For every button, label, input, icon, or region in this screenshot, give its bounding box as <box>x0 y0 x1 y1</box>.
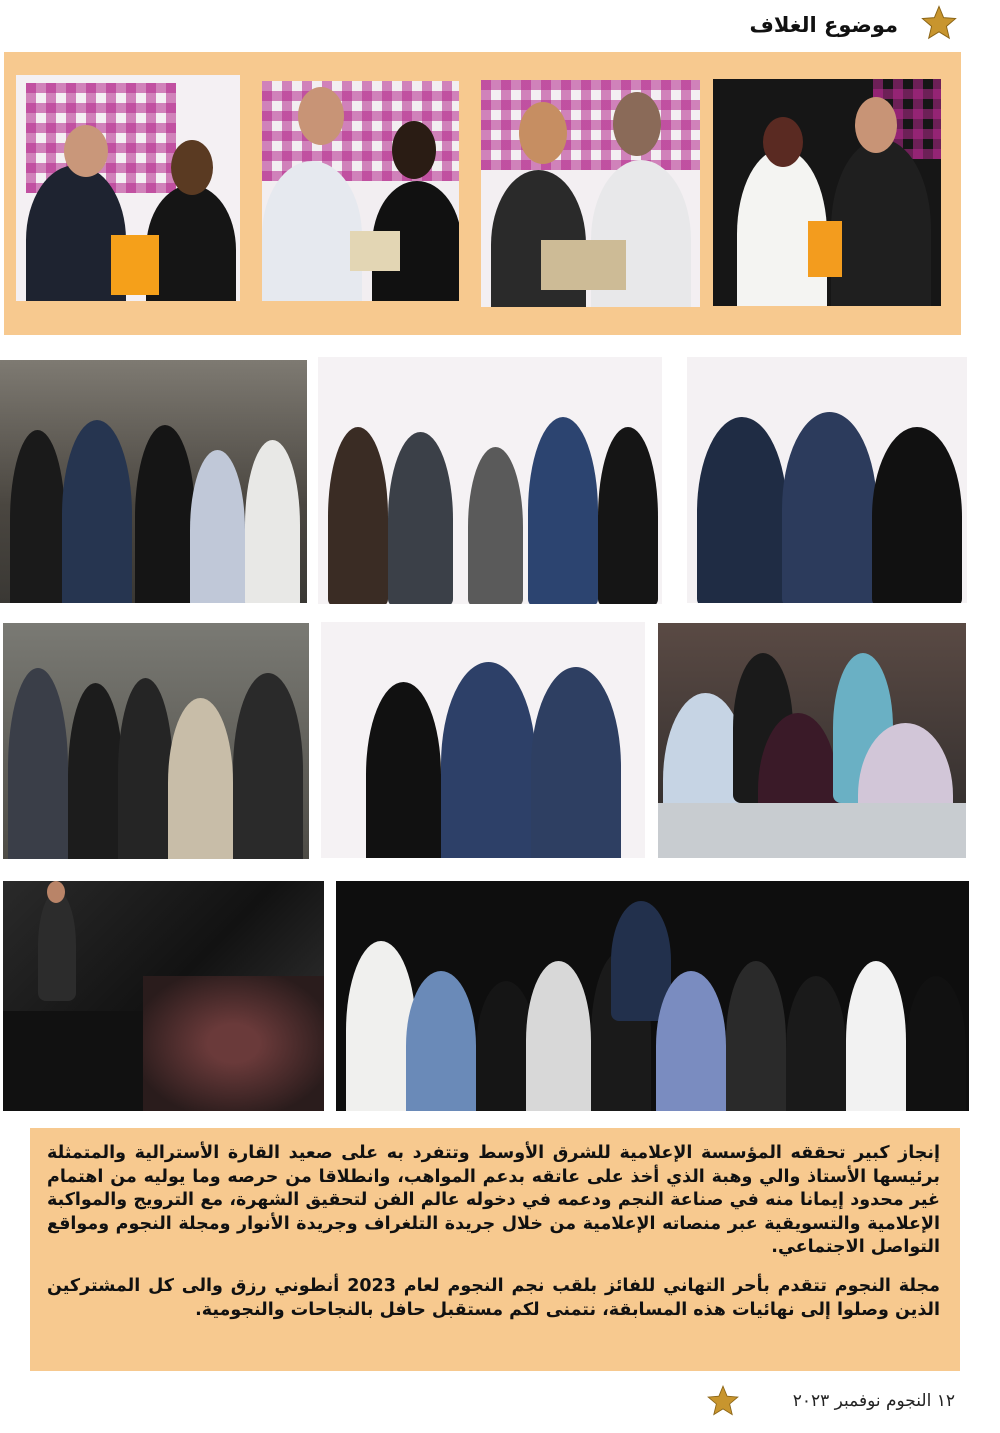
photo-award-3 <box>481 80 700 307</box>
photo-group-6 <box>658 623 966 858</box>
photo-theatre <box>3 881 324 1111</box>
photo-group-2 <box>318 357 662 604</box>
star-icon <box>706 1384 740 1418</box>
photo-award-2 <box>262 81 459 301</box>
article-paragraph-2: مجلة النجوم تتقدم بأحر التهاني للفائز بلقب نجم النجوم لعام 2023 أنطوني رزق والى كل المشتركين الذين وصلوا إلى نهائيات هذه المسابقة، نتمنى لكم مستقبل حافل بالنجاحات والنجومية. <box>47 1276 940 1320</box>
photo-group-3 <box>687 357 967 603</box>
article-panel <box>30 1128 960 1371</box>
photo-group-1 <box>0 360 307 603</box>
star-icon <box>920 4 958 42</box>
photo-award-4 <box>713 79 941 306</box>
photo-award-1 <box>16 75 240 301</box>
section-title: موضوع الغلاف <box>749 13 898 37</box>
article-paragraph-1: إنجاز كبير تحققه المؤسسة الإعلامية للشرق الأوسط وتتفرد به على صعيد القارة الأسترالية والمتمثلة برئيسها الأستاذ والي وهبة الذي أخذ على عاتقه بدعم المواهب، وانطلاقا من حرصه وما يوليه من اهتمام غير محدود إيمانا منه في صناعة النجم ودعمه في دخوله عالم الفن لتحقيق الشهرة، مع الترويج والمواكبة الإعلامية والتسويقية عبر منصاته الإعلامية من خلال جريدة التلغراف وجريدة الأنوار ومجلة النجوم ومواقع التواصل الاجتماعي. <box>47 1143 940 1258</box>
photo-group-4 <box>3 623 309 859</box>
photo-group-5 <box>321 622 645 858</box>
page-header <box>0 0 1000 46</box>
photo-finalists <box>336 881 969 1111</box>
page-footer-text: ١٢ النجوم نوفمبر ٢٠٢٣ <box>792 1391 955 1411</box>
